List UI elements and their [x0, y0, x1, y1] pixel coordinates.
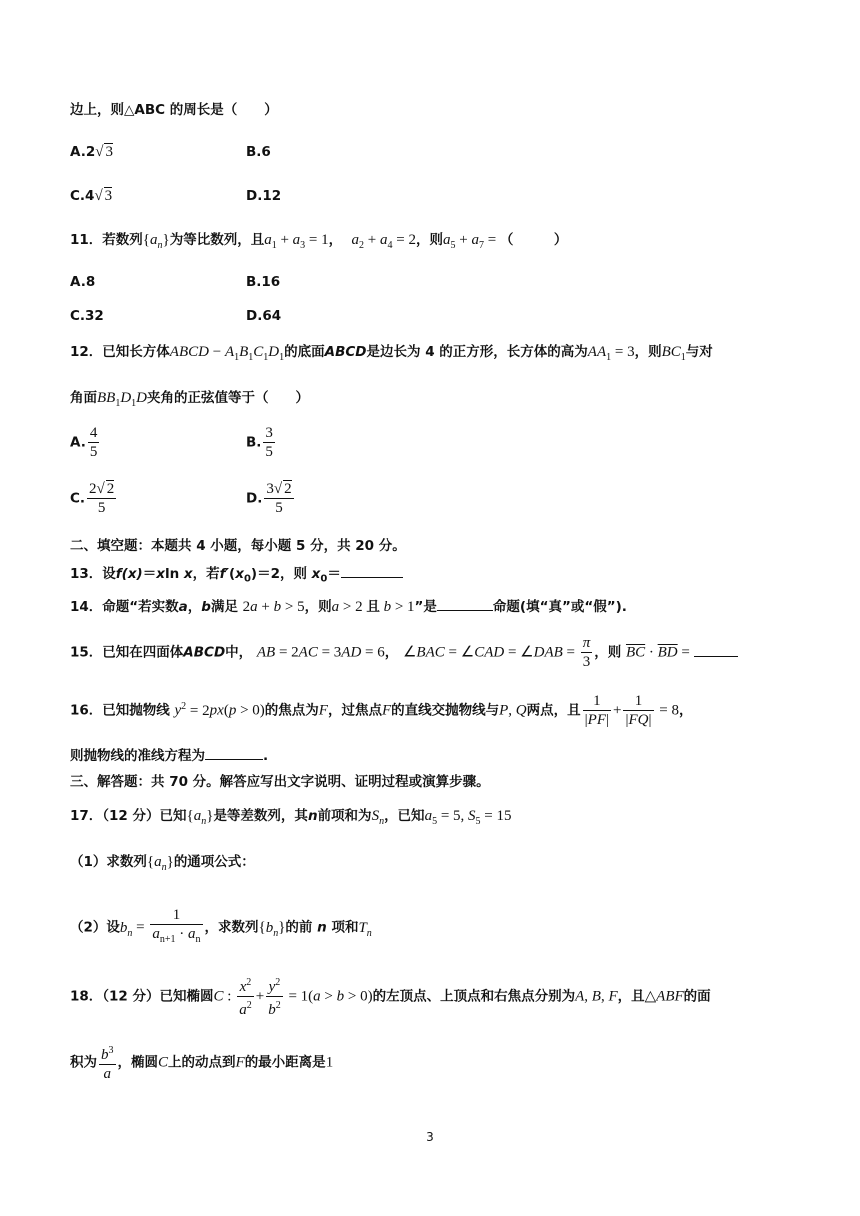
q16-line2: 则抛物线的准线方程为 .	[70, 748, 269, 764]
q10-option-d: D.12	[246, 188, 282, 204]
q10-option-c: C.4√ 3	[70, 188, 113, 204]
q12-stem-line2: 角面$BB_1D_1D$夹角的正弦值等于（ ）	[70, 390, 310, 409]
q18-line2: 积为 $\frac{b^3}{a}$ ，椭圆C上的动点到F的最小距离是1	[70, 1042, 333, 1083]
q17-part1: （1）求数列$\{a_n\}$的通项公式：	[70, 854, 255, 873]
q14-stem: 14．命题“若实数a，b满足 2a + b > 5，则a > 2 且 b > 1”是 命题(填“真”或“假”).	[70, 599, 627, 615]
q10-option-a: A.2√ 3	[70, 144, 113, 160]
q17-stem: 17．（12 分）已知$\{a_n\}$是等差数列，其n前项和为$S_n$，已知$a_5 = 5$, $S_5 = 15$	[70, 808, 512, 827]
q12-option-d: D. $\frac{3√ 2}{5}$	[246, 481, 292, 516]
q11-option-a: A.8	[70, 274, 96, 290]
q12-stem-line1: 12．已知长方体ABCD − $A_1B_1C_1D_1$的底面ABCD是边长为 4 的正方形，长方体的高为$AA_1 = 3$，则$BC_1$与对	[70, 344, 713, 363]
q16-stem: 16．已知抛物线 $y^2 = 2px(p > 0)$的焦点为F，过焦点F的直线交抛物线与P, Q两点，且 $\frac{1}{|PF|}$ + $\frac{1}{|FQ|}$ = 8，	[70, 693, 693, 728]
page-number: 3	[426, 1130, 434, 1144]
q13-stem: 13．设f(x)＝xln x，若$f'(x_0)=2$，则 $x_0=$	[70, 564, 403, 590]
q18-stem: 18．（12 分）已知椭圆C : $\frac{x^2}{a^2}$ + $\frac{y^2}{b^2}$ = 1(a > b > 0)的左顶点、上顶点和右焦点分别为A, B, F，且△ABF的面	[70, 974, 711, 1019]
q11-option-d: D.64	[246, 308, 282, 324]
section-2-heading: 二、填空题：本题共 4 小题，每小题 5 分，共 20 分。	[70, 538, 406, 554]
q11-option-b: B.16	[246, 274, 281, 290]
q17-part2: （2）设$b_n$ = $\frac{1}{a_{n+1} \cdot a_n}$ ，求数列$\{b_n\}$的前 n 项和$T_n$	[70, 907, 372, 945]
q10-tail: 边上，则△ABC 的周长是（ ）	[70, 102, 278, 118]
q12-option-a: A. $\frac{4}{5}$	[70, 425, 98, 460]
q11-option-c: C.32	[70, 308, 104, 324]
q15-stem: 15．已知在四面体ABCD中， AB = 2AC = 3AD = 6， ∠BAC = ∠CAD = ∠DAB = $\frac{\pi}{3}$ ，则 $\overline{BC} \cdot \overline{BD}$ =	[70, 634, 738, 671]
q12-option-c: C. $\frac{2√ 2}{5}$	[70, 481, 115, 516]
section-3-heading: 三、解答题：共 70 分。解答应写出文字说明、证明过程或演算步骤。	[70, 774, 490, 790]
q12-option-b: B. $\frac{3}{5}$	[246, 425, 273, 460]
q11-stem: 11．若数列$\{a_n\}$为等比数列，且$a_1 + a_3 = 1$， $a_2 + a_4 = 2$，则$a_5 + a_7$ = （ ）	[70, 232, 568, 251]
q10-option-b: B.6	[246, 144, 271, 160]
